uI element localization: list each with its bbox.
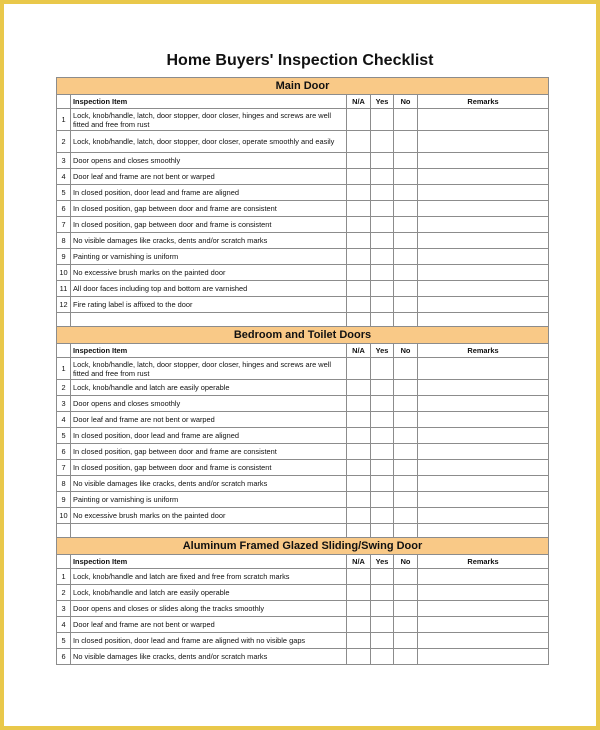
checklist-row xyxy=(57,201,549,217)
yes-checkbox-cell[interactable] xyxy=(371,569,394,585)
no-checkbox-cell[interactable] xyxy=(394,201,418,217)
na-checkbox-cell[interactable] xyxy=(347,281,371,297)
checklist-row xyxy=(57,412,549,428)
checklist-row xyxy=(57,281,549,297)
yes-checkbox-cell[interactable] xyxy=(371,358,394,380)
yes-checkbox-cell[interactable] xyxy=(371,380,394,396)
checklist-row xyxy=(57,249,549,265)
no-checkbox-cell[interactable] xyxy=(394,249,418,265)
na-checkbox-cell[interactable] xyxy=(347,444,371,460)
yes-checkbox-cell[interactable] xyxy=(371,185,394,201)
checklist-row xyxy=(57,233,549,249)
blank-cell xyxy=(418,524,549,538)
na-checkbox-cell[interactable] xyxy=(347,428,371,444)
remarks-cell[interactable] xyxy=(418,217,549,233)
checklist-row xyxy=(57,380,549,396)
yes-checkbox-cell[interactable] xyxy=(371,281,394,297)
blank-row xyxy=(57,313,549,327)
remarks-cell[interactable] xyxy=(418,297,549,313)
inspection-checklist-table xyxy=(56,77,549,665)
remarks-cell[interactable] xyxy=(418,153,549,169)
item-number: 2 xyxy=(57,585,71,601)
item-description: Lock, knob/handle, latch, door stopper, door closer, operate smoothly and easily xyxy=(71,131,347,153)
na-checkbox-cell[interactable] xyxy=(347,201,371,217)
no-checkbox-cell[interactable] xyxy=(394,233,418,249)
na-checkbox-cell[interactable] xyxy=(347,412,371,428)
yes-checkbox-cell[interactable] xyxy=(371,201,394,217)
yes-checkbox-cell[interactable] xyxy=(371,396,394,412)
blank-cell xyxy=(71,524,347,538)
remarks-cell[interactable] xyxy=(418,508,549,524)
column-header-na: N/A xyxy=(347,555,371,569)
item-description: No visible damages like cracks, dents and/or scratch marks xyxy=(71,649,347,665)
checklist-row xyxy=(57,358,549,380)
item-description: Painting or varnishing is uniform xyxy=(71,492,347,508)
column-header-number xyxy=(57,344,71,358)
column-header-yes: Yes xyxy=(371,555,394,569)
na-checkbox-cell[interactable] xyxy=(347,109,371,131)
checklist-row xyxy=(57,585,549,601)
remarks-cell[interactable] xyxy=(418,396,549,412)
item-description: In closed position, gap between door and frame is consistent xyxy=(71,217,347,233)
column-header-row xyxy=(57,344,549,358)
no-checkbox-cell[interactable] xyxy=(394,109,418,131)
item-description: No visible damages like cracks, dents and/or scratch marks xyxy=(71,476,347,492)
checklist-row xyxy=(57,508,549,524)
checklist-row xyxy=(57,476,549,492)
column-header-row xyxy=(57,95,549,109)
checklist-row xyxy=(57,492,549,508)
blank-cell xyxy=(371,524,394,538)
column-header-no: No xyxy=(394,555,418,569)
remarks-cell[interactable] xyxy=(418,358,549,380)
remarks-cell[interactable] xyxy=(418,649,549,665)
item-description: Door leaf and frame are not bent or warped xyxy=(71,617,347,633)
remarks-cell[interactable] xyxy=(418,281,549,297)
no-checkbox-cell[interactable] xyxy=(394,281,418,297)
blank-cell xyxy=(394,313,418,327)
checklist-row xyxy=(57,460,549,476)
remarks-cell[interactable] xyxy=(418,428,549,444)
no-checkbox-cell[interactable] xyxy=(394,633,418,649)
checklist-row xyxy=(57,633,549,649)
remarks-cell[interactable] xyxy=(418,444,549,460)
remarks-cell[interactable] xyxy=(418,233,549,249)
item-number: 8 xyxy=(57,476,71,492)
column-header-remarks: Remarks xyxy=(418,555,549,569)
na-checkbox-cell[interactable] xyxy=(347,633,371,649)
item-number: 4 xyxy=(57,617,71,633)
na-checkbox-cell[interactable] xyxy=(347,649,371,665)
column-header-row xyxy=(57,555,549,569)
item-number: 7 xyxy=(57,217,71,233)
item-number: 5 xyxy=(57,428,71,444)
item-description: No visible damages like cracks, dents and/or scratch marks xyxy=(71,233,347,249)
checklist-row xyxy=(57,396,549,412)
item-number: 1 xyxy=(57,358,71,380)
remarks-cell[interactable] xyxy=(418,249,549,265)
blank-cell xyxy=(371,313,394,327)
section-title: Aluminum Framed Glazed Sliding/Swing Door xyxy=(57,538,549,555)
item-description: Lock, knob/handle, latch, door stopper, door closer, hinges and screws are well fitted and free from rust xyxy=(71,109,347,131)
blank-row xyxy=(57,524,549,538)
remarks-cell[interactable] xyxy=(418,492,549,508)
no-checkbox-cell[interactable] xyxy=(394,217,418,233)
item-description: Door opens and closes smoothly xyxy=(71,396,347,412)
blank-cell xyxy=(57,313,71,327)
remarks-cell[interactable] xyxy=(418,569,549,585)
na-checkbox-cell[interactable] xyxy=(347,396,371,412)
no-checkbox-cell[interactable] xyxy=(394,508,418,524)
remarks-cell[interactable] xyxy=(418,380,549,396)
yes-checkbox-cell[interactable] xyxy=(371,412,394,428)
na-checkbox-cell[interactable] xyxy=(347,233,371,249)
item-number: 9 xyxy=(57,492,71,508)
section-title: Main Door xyxy=(57,78,549,95)
na-checkbox-cell[interactable] xyxy=(347,585,371,601)
yes-checkbox-cell[interactable] xyxy=(371,169,394,185)
item-number: 6 xyxy=(57,201,71,217)
no-checkbox-cell[interactable] xyxy=(394,153,418,169)
item-number: 5 xyxy=(57,633,71,649)
yes-checkbox-cell[interactable] xyxy=(371,601,394,617)
item-number: 9 xyxy=(57,249,71,265)
no-checkbox-cell[interactable] xyxy=(394,601,418,617)
no-checkbox-cell[interactable] xyxy=(394,185,418,201)
no-checkbox-cell[interactable] xyxy=(394,492,418,508)
na-checkbox-cell[interactable] xyxy=(347,265,371,281)
no-checkbox-cell[interactable] xyxy=(394,617,418,633)
yes-checkbox-cell[interactable] xyxy=(371,109,394,131)
yes-checkbox-cell[interactable] xyxy=(371,233,394,249)
no-checkbox-cell[interactable] xyxy=(394,476,418,492)
yes-checkbox-cell[interactable] xyxy=(371,444,394,460)
blank-cell xyxy=(71,313,347,327)
checklist-row xyxy=(57,649,549,665)
column-header-na: N/A xyxy=(347,95,371,109)
column-header-number xyxy=(57,95,71,109)
checklist-row xyxy=(57,131,549,153)
checklist-row xyxy=(57,444,549,460)
na-checkbox-cell[interactable] xyxy=(347,185,371,201)
na-checkbox-cell[interactable] xyxy=(347,249,371,265)
yes-checkbox-cell[interactable] xyxy=(371,249,394,265)
item-description: Lock, knob/handle and latch are fixed and free from scratch marks xyxy=(71,569,347,585)
item-description: No excessive brush marks on the painted door xyxy=(71,508,347,524)
item-description: Door leaf and frame are not bent or warped xyxy=(71,169,347,185)
item-number: 3 xyxy=(57,396,71,412)
column-header-yes: Yes xyxy=(371,344,394,358)
item-number: 3 xyxy=(57,153,71,169)
checklist-row xyxy=(57,265,549,281)
yes-checkbox-cell[interactable] xyxy=(371,633,394,649)
column-header-number xyxy=(57,555,71,569)
remarks-cell[interactable] xyxy=(418,265,549,281)
na-checkbox-cell[interactable] xyxy=(347,169,371,185)
no-checkbox-cell[interactable] xyxy=(394,131,418,153)
no-checkbox-cell[interactable] xyxy=(394,265,418,281)
na-checkbox-cell[interactable] xyxy=(347,153,371,169)
no-checkbox-cell[interactable] xyxy=(394,585,418,601)
item-description: Lock, knob/handle and latch are easily operable xyxy=(71,380,347,396)
section-header xyxy=(57,538,549,555)
checklist-row xyxy=(57,617,549,633)
no-checkbox-cell[interactable] xyxy=(394,428,418,444)
column-header-no: No xyxy=(394,344,418,358)
blank-cell xyxy=(347,313,371,327)
checklist-row xyxy=(57,109,549,131)
remarks-cell[interactable] xyxy=(418,476,549,492)
item-number: 5 xyxy=(57,185,71,201)
remarks-cell[interactable] xyxy=(418,201,549,217)
remarks-cell[interactable] xyxy=(418,617,549,633)
remarks-cell[interactable] xyxy=(418,412,549,428)
item-number: 10 xyxy=(57,265,71,281)
column-header-na: N/A xyxy=(347,344,371,358)
yes-checkbox-cell[interactable] xyxy=(371,428,394,444)
column-header-remarks: Remarks xyxy=(418,95,549,109)
yes-checkbox-cell[interactable] xyxy=(371,217,394,233)
column-header-remarks: Remarks xyxy=(418,344,549,358)
yes-checkbox-cell[interactable] xyxy=(371,265,394,281)
blank-cell xyxy=(57,524,71,538)
item-number: 6 xyxy=(57,444,71,460)
item-number: 4 xyxy=(57,412,71,428)
checklist-row xyxy=(57,153,549,169)
item-number: 7 xyxy=(57,460,71,476)
column-header-item: Inspection Item xyxy=(71,95,347,109)
no-checkbox-cell[interactable] xyxy=(394,569,418,585)
item-description: Fire rating label is affixed to the door xyxy=(71,297,347,313)
na-checkbox-cell[interactable] xyxy=(347,131,371,153)
checklist-row xyxy=(57,169,549,185)
no-checkbox-cell[interactable] xyxy=(394,358,418,380)
na-checkbox-cell[interactable] xyxy=(347,297,371,313)
column-header-no: No xyxy=(394,95,418,109)
no-checkbox-cell[interactable] xyxy=(394,412,418,428)
blank-cell xyxy=(418,313,549,327)
no-checkbox-cell[interactable] xyxy=(394,396,418,412)
na-checkbox-cell[interactable] xyxy=(347,569,371,585)
checklist-row xyxy=(57,217,549,233)
no-checkbox-cell[interactable] xyxy=(394,460,418,476)
yes-checkbox-cell[interactable] xyxy=(371,131,394,153)
item-description: In closed position, door lead and frame are aligned xyxy=(71,185,347,201)
yes-checkbox-cell[interactable] xyxy=(371,476,394,492)
section-title: Bedroom and Toilet Doors xyxy=(57,327,549,344)
remarks-cell[interactable] xyxy=(418,633,549,649)
na-checkbox-cell[interactable] xyxy=(347,617,371,633)
remarks-cell[interactable] xyxy=(418,131,549,153)
remarks-cell[interactable] xyxy=(418,109,549,131)
checklist-row xyxy=(57,569,549,585)
na-checkbox-cell[interactable] xyxy=(347,508,371,524)
blank-cell xyxy=(394,524,418,538)
na-checkbox-cell[interactable] xyxy=(347,217,371,233)
item-number: 2 xyxy=(57,131,71,153)
item-number: 11 xyxy=(57,281,71,297)
checklist-row xyxy=(57,297,549,313)
yes-checkbox-cell[interactable] xyxy=(371,585,394,601)
yes-checkbox-cell[interactable] xyxy=(371,297,394,313)
checklist-row xyxy=(57,185,549,201)
na-checkbox-cell[interactable] xyxy=(347,460,371,476)
item-number: 1 xyxy=(57,569,71,585)
item-number: 3 xyxy=(57,601,71,617)
yes-checkbox-cell[interactable] xyxy=(371,649,394,665)
na-checkbox-cell[interactable] xyxy=(347,601,371,617)
item-description: Lock, knob/handle and latch are easily operable xyxy=(71,585,347,601)
na-checkbox-cell[interactable] xyxy=(347,476,371,492)
no-checkbox-cell[interactable] xyxy=(394,444,418,460)
item-description: Door leaf and frame are not bent or warped xyxy=(71,412,347,428)
no-checkbox-cell[interactable] xyxy=(394,380,418,396)
no-checkbox-cell[interactable] xyxy=(394,169,418,185)
yes-checkbox-cell[interactable] xyxy=(371,508,394,524)
page-title: Home Buyers' Inspection Checklist xyxy=(166,52,434,69)
checklist-row xyxy=(57,428,549,444)
section-header xyxy=(57,78,549,95)
item-description: Door opens and closes smoothly xyxy=(71,153,347,169)
item-description: In closed position, gap between door and frame are consistent xyxy=(71,201,347,217)
remarks-cell[interactable] xyxy=(418,169,549,185)
item-description: Painting or varnishing is uniform xyxy=(71,249,347,265)
item-number: 2 xyxy=(57,380,71,396)
no-checkbox-cell[interactable] xyxy=(394,297,418,313)
item-description: In closed position, gap between door and frame is consistent xyxy=(71,460,347,476)
yes-checkbox-cell[interactable] xyxy=(371,460,394,476)
item-description: No excessive brush marks on the painted door xyxy=(71,265,347,281)
yes-checkbox-cell[interactable] xyxy=(371,153,394,169)
item-description: Lock, knob/handle, latch, door stopper, door closer, hinges and screws are well fitted and free from rust xyxy=(71,358,347,380)
section-header xyxy=(57,327,549,344)
item-description: In closed position, door lead and frame are aligned xyxy=(71,428,347,444)
blank-cell xyxy=(347,524,371,538)
na-checkbox-cell[interactable] xyxy=(347,380,371,396)
na-checkbox-cell[interactable] xyxy=(347,492,371,508)
yes-checkbox-cell[interactable] xyxy=(371,492,394,508)
item-description: In closed position, gap between door and frame are consistent xyxy=(71,444,347,460)
na-checkbox-cell[interactable] xyxy=(347,358,371,380)
remarks-cell[interactable] xyxy=(418,601,549,617)
checklist-row xyxy=(57,601,549,617)
item-number: 12 xyxy=(57,297,71,313)
no-checkbox-cell[interactable] xyxy=(394,649,418,665)
remarks-cell[interactable] xyxy=(418,460,549,476)
item-number: 1 xyxy=(57,109,71,131)
remarks-cell[interactable] xyxy=(418,585,549,601)
item-number: 10 xyxy=(57,508,71,524)
column-header-yes: Yes xyxy=(371,95,394,109)
item-number: 8 xyxy=(57,233,71,249)
item-number: 4 xyxy=(57,169,71,185)
item-description: Door opens and closes or slides along the tracks smoothly xyxy=(71,601,347,617)
column-header-item: Inspection Item xyxy=(71,555,347,569)
column-header-item: Inspection Item xyxy=(71,344,347,358)
item-description: In closed position, door lead and frame are aligned with no visible gaps xyxy=(71,633,347,649)
item-description: All door faces including top and bottom are varnished xyxy=(71,281,347,297)
remarks-cell[interactable] xyxy=(418,185,549,201)
yes-checkbox-cell[interactable] xyxy=(371,617,394,633)
item-number: 6 xyxy=(57,649,71,665)
